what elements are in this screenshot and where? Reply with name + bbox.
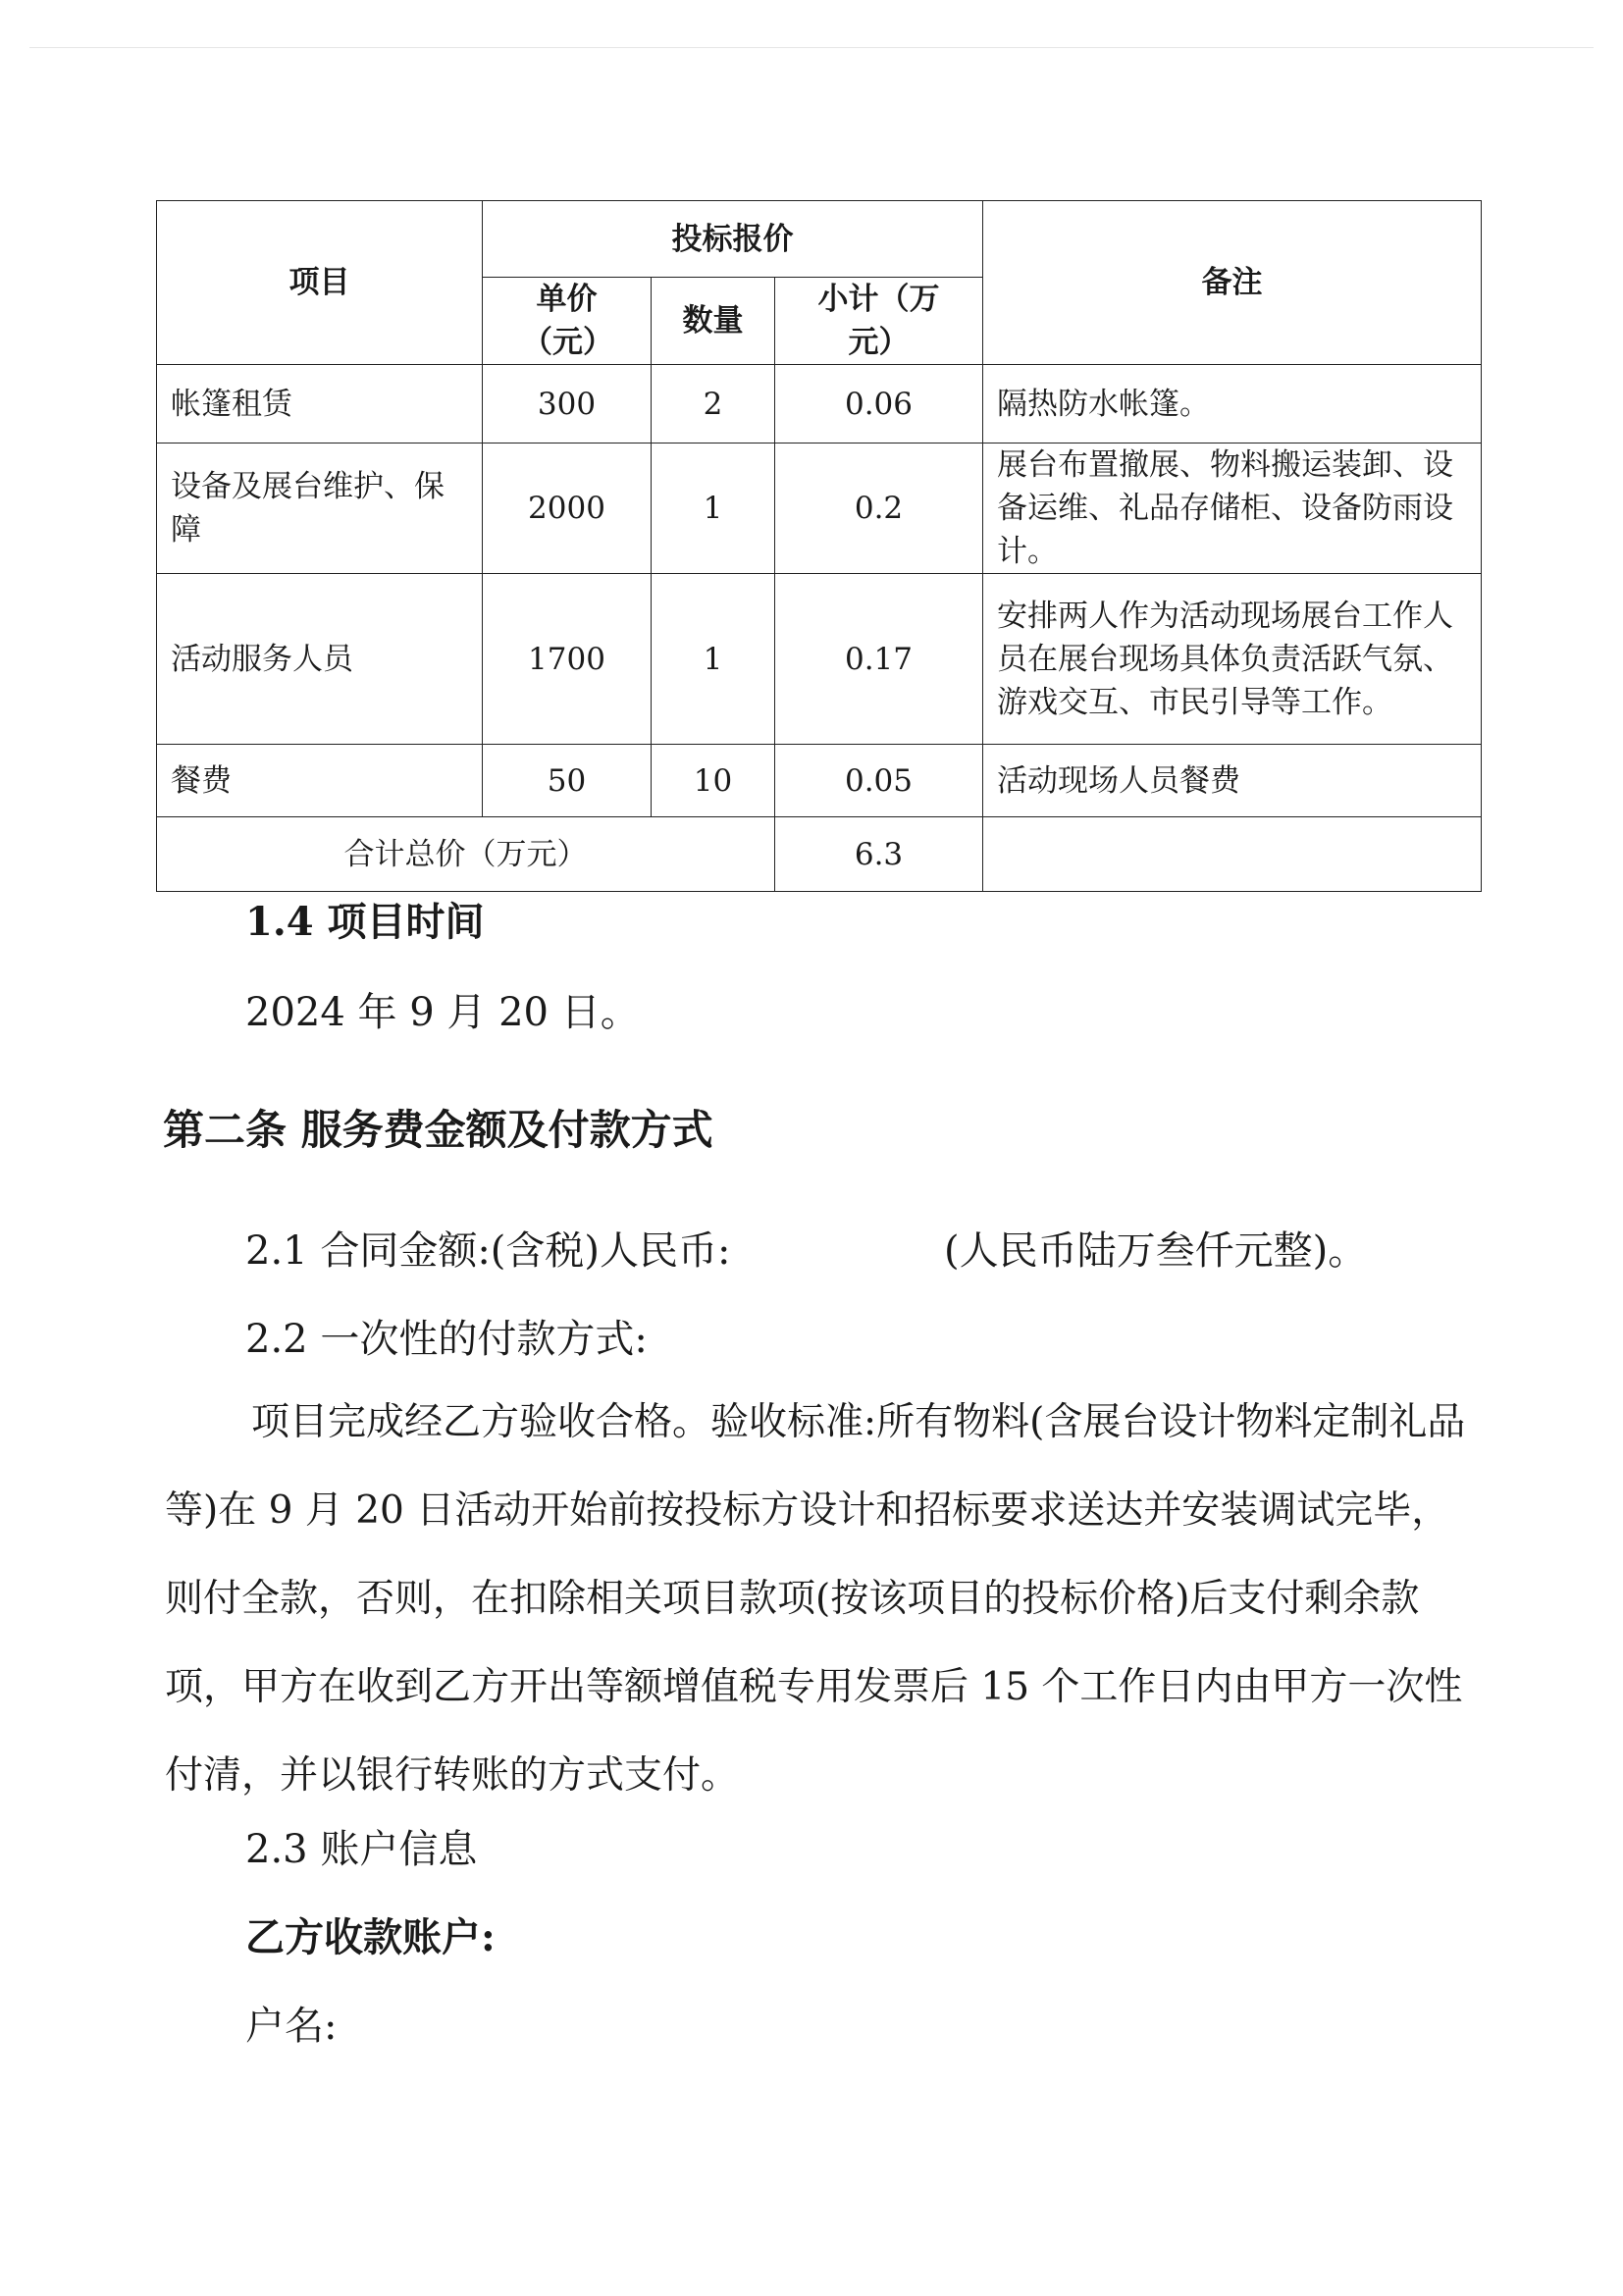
clause-2-2-payment-method: 2.2 一次性的付款方式:	[245, 1317, 648, 1362]
header-quantity: 数量	[652, 278, 775, 365]
row-quantity: 2	[652, 365, 775, 444]
table-total-row	[157, 817, 1482, 892]
table-row	[157, 745, 1482, 817]
row-item: 活动服务人员	[157, 574, 483, 745]
table-header-row	[157, 201, 1482, 278]
row-item: 设备及展台维护、保障	[157, 444, 483, 574]
project-date: 2024 年 9 月 20 日。	[245, 990, 640, 1035]
row-quantity: 1	[652, 574, 775, 745]
header-subtotal: 小计（万元）	[775, 278, 983, 365]
row-subtotal: 0.06	[775, 365, 983, 444]
bid-price-table	[156, 200, 1482, 892]
header-item: 项目	[157, 201, 483, 365]
clause-2-1-amount: 2.1 合同金额:(含税)人民币:	[245, 1228, 731, 1274]
article-2-heading: 第二条 服务费金额及付款方式	[163, 1106, 713, 1154]
page-top-rule	[29, 47, 1594, 48]
total-remark	[983, 817, 1482, 892]
row-remark: 展台布置撤展、物料搬运装卸、设备运维、礼品存储柜、设备防雨设计。	[983, 444, 1482, 574]
row-quantity: 10	[652, 745, 775, 817]
row-item: 帐篷租赁	[157, 365, 483, 444]
payment-terms-text: 项目完成经乙方验收合格。验收标准:所有物料(含展台设计物料定制礼品等)在 9 月 20 日活动开始前按投标方设计和招标要求送达并安装调试完毕，则付全款，否则，在扣除相关项目款项(按该项目的投标价格)后支付剩余款项，甲方在收到乙方开出等额增值税专用发票后 15 个工作日内由甲方一次性付清，并以银行转账的方式支付。	[165, 1400, 1466, 1798]
row-subtotal: 0.17	[775, 574, 983, 745]
header-unit-price: 单价（元）	[483, 278, 652, 365]
table-row	[157, 365, 1482, 444]
total-label: 合计总价（万元）	[157, 817, 775, 892]
payee-account-heading: 乙方收款账户:	[245, 1914, 496, 1960]
clause-2-1-amount-in-words: (人民币陆万叁仟元整)。	[944, 1228, 1368, 1274]
row-remark: 活动现场人员餐费	[983, 745, 1482, 817]
clause-2-3-account-info: 2.3 账户信息	[245, 1827, 478, 1872]
row-unit-price: 300	[483, 365, 652, 444]
row-remark: 隔热防水帐篷。	[983, 365, 1482, 444]
row-subtotal: 0.2	[775, 444, 983, 574]
table-row	[157, 444, 1482, 574]
header-remark: 备注	[983, 201, 1482, 365]
section-heading-1-4: 1.4 项目时间	[245, 899, 485, 945]
row-unit-price: 50	[483, 745, 652, 817]
row-item: 餐费	[157, 745, 483, 817]
row-remark: 安排两人作为活动现场展台工作人员在展台现场具体负责活跃气氛、游戏交互、市民引导等工作。	[983, 574, 1482, 745]
row-quantity: 1	[652, 444, 775, 574]
payment-terms-paragraph	[165, 1379, 1480, 1820]
account-name-label: 户名:	[245, 2004, 338, 2049]
row-unit-price: 1700	[483, 574, 652, 745]
row-subtotal: 0.05	[775, 745, 983, 817]
header-bid-price: 投标报价	[483, 201, 983, 278]
row-unit-price: 2000	[483, 444, 652, 574]
total-value: 6.3	[775, 817, 983, 892]
table-row	[157, 574, 1482, 745]
